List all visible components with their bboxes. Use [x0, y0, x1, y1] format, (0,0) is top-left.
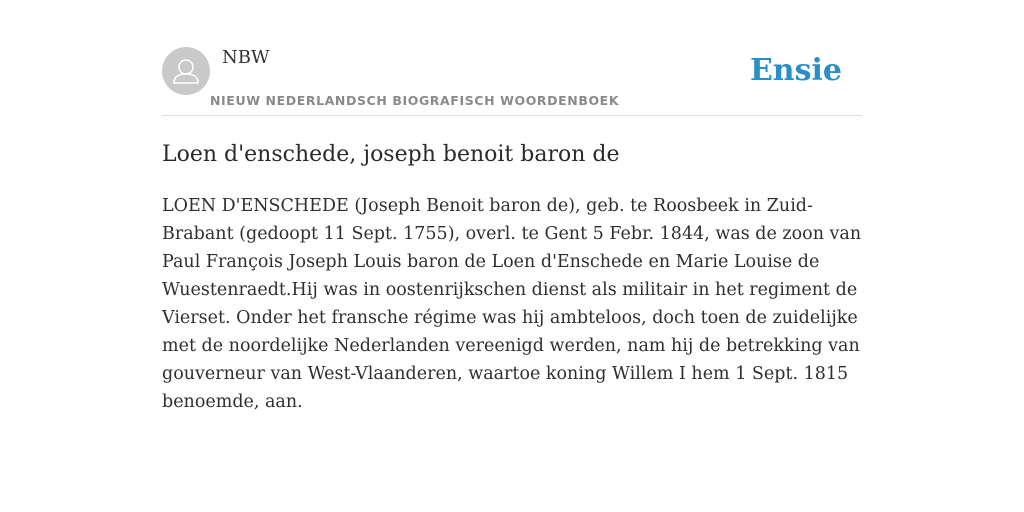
source-subtitle: NIEUW NEDERLANDSCH BIOGRAFISCH WOORDENBOEK [210, 93, 620, 108]
article-title: Loen d'enschede, joseph benoit baron de [162, 142, 620, 167]
header [162, 46, 862, 116]
article-body: LOEN D'ENSCHEDE (Joseph Benoit baron de), geb. te Roosbeek in Zuid-Brabant (gedoopt 11 Sept. 1755), overl. te Gent 5 Febr. 1844, was de zoon van Paul François Joseph Louis baron de Loen d'Enschede en Marie Louise de Wuestenraedt.Hij was in oostenrijkschen dienst als militair in het regiment de Vierset. Onder het fransche régime was hij ambteloos, doch toen de zuidelijke met de noordelijke Nederlanden vereenigd werden, nam hij de betrekking van gouverneur van West-Vlaanderen, waartoe koning Willem I hem 1 Sept. 1815 benoemde, aan. [162, 196, 862, 412]
author-name[interactable]: NBW [222, 47, 270, 68]
author-avatar[interactable] [162, 47, 210, 95]
user-placeholder-icon [162, 47, 210, 95]
brand-logo[interactable]: Ensie [749, 53, 842, 88]
